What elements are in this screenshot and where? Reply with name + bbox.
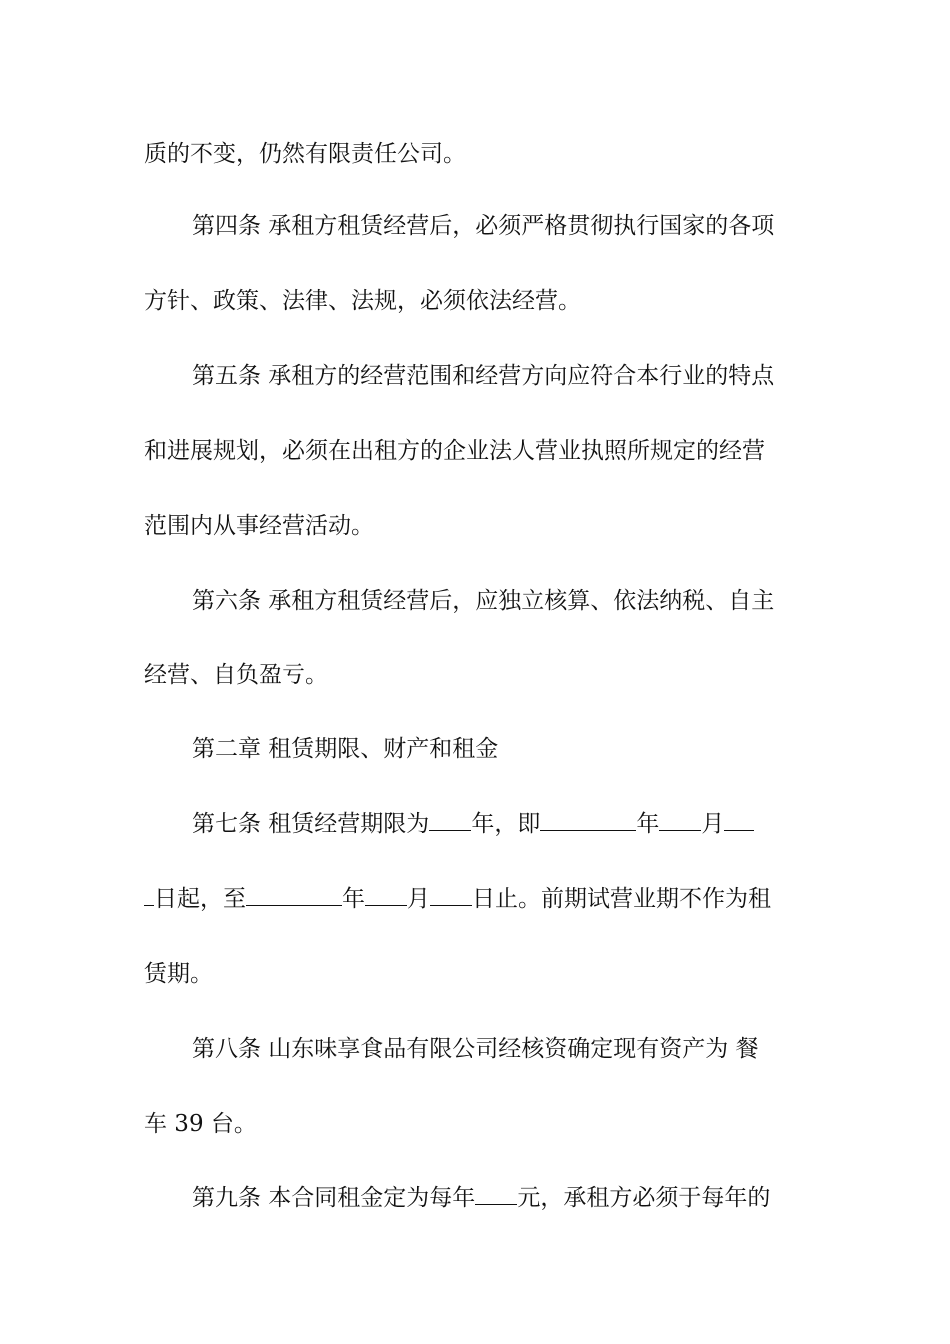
article-6-line-2: 经营、自负盈亏。: [144, 662, 328, 688]
article-9-line-1: [192, 1182, 814, 1214]
article-7-line-3: 赁期。: [144, 961, 213, 987]
article-4-line-2: 方针、政策、法律、法规，必须依法经营。: [144, 288, 581, 314]
article-7-text-d: 月: [701, 811, 725, 837]
blank-start-year: [540, 808, 636, 831]
article-5-line-2: 和进展规划，必须在出租方的企业法人营业执照所规定的经营: [144, 438, 765, 464]
article-6-line-1: 第六条 承租方租赁经营后，应独立核算、依法纳税、自主: [192, 588, 775, 614]
chapter-2-heading: 第二章 租赁期限、财产和租金: [192, 736, 499, 762]
article-9-text-b: 元，承租方必须于每年的: [517, 1185, 771, 1211]
article-8-line-1: 第八条 山东味享食品有限公司经核资确定现有资产为 餐: [192, 1036, 759, 1062]
blank-start-month: [659, 808, 701, 831]
blank-end-day: [430, 883, 472, 906]
article-7-text-c: 年: [636, 811, 660, 837]
article-7-text-f: 年: [342, 886, 365, 912]
article-7-text-b: 年，即: [471, 811, 541, 837]
article-8-line-2: 车 39 台。: [144, 1111, 257, 1137]
article-7-text-e: 日起，至: [154, 886, 246, 912]
article-4-line-1: 第四条 承租方租赁经营后，必须严格贯彻执行国家的各项: [192, 213, 775, 239]
blank-end-month: [365, 883, 407, 906]
article-7-line-1: [192, 808, 814, 840]
blank-years: [429, 808, 471, 831]
blank-rent-amount: [475, 1182, 517, 1205]
article-7-line-2: [144, 883, 814, 915]
article-5-line-1: 第五条 承租方的经营范围和经营方向应符合本行业的特点: [192, 363, 775, 389]
blank-start-day-part-1: [724, 808, 754, 831]
article-9-text-a: 第九条 本合同租金定为每年: [192, 1185, 476, 1211]
article-5-line-3: 范围内从事经营活动。: [144, 513, 374, 539]
blank-end-year: [246, 883, 342, 906]
article-7-text-a: 第七条 租赁经营期限为: [192, 811, 430, 837]
article-7-text-g: 月: [407, 886, 430, 912]
article-7-text-h: 日止。前期试营业期不作为租: [472, 886, 771, 912]
paragraph-line: 质的不变，仍然有限责任公司。: [144, 141, 466, 167]
blank-start-day-part-2: [144, 883, 154, 906]
